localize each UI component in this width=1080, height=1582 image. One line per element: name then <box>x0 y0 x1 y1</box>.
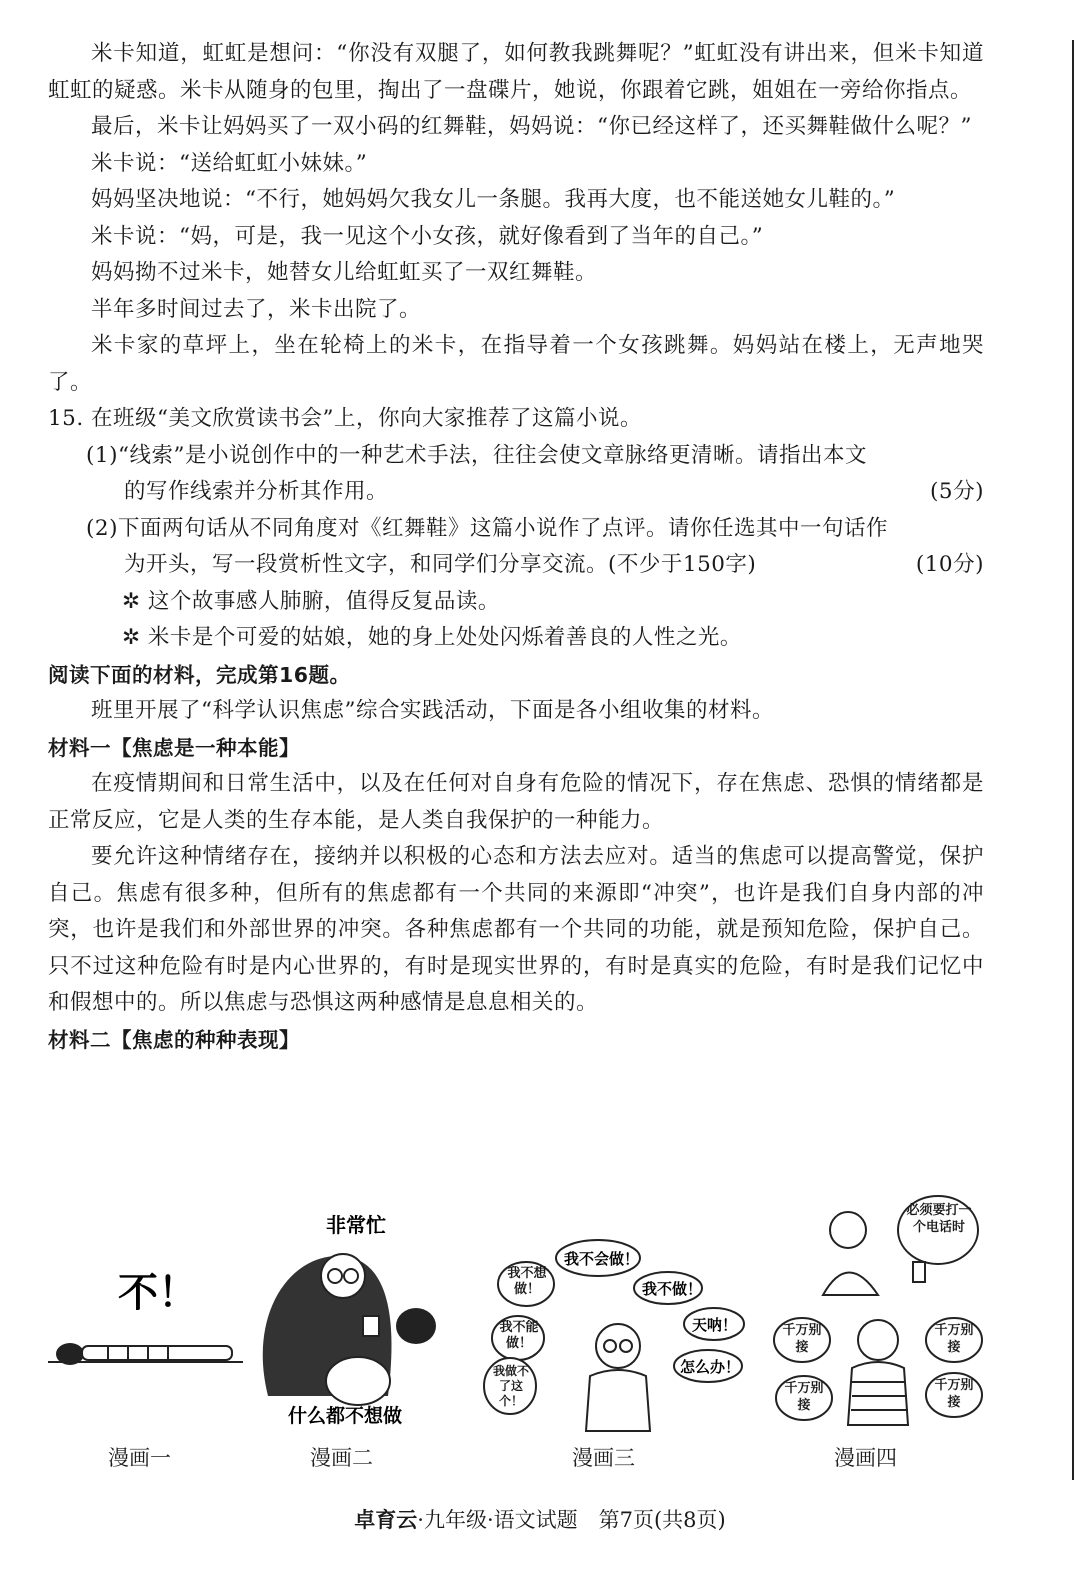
comic-3-bubble: 我不能做！ <box>499 1320 539 1351</box>
comic-3-bubble: 我不做！ <box>642 1280 703 1298</box>
question-15-stem: 15. 在班级“美文欣赏读书会”上，你向大家推荐了这篇小说。 <box>48 406 643 431</box>
comic-1-caption: 漫画一 <box>108 1446 171 1470</box>
sub2-score: (10分) <box>915 552 984 577</box>
sub2-line1: (2)下面两句话从不同角度对《红舞鞋》这篇小说作了点评。请你任选其中一句话作 <box>86 515 888 541</box>
text-content <box>48 36 984 1058</box>
comic-3-bubble: 我不想做！ <box>507 1266 547 1297</box>
sub1-score: (5分) <box>930 479 984 504</box>
option-2: ✲ 米卡是个可爱的姑娘，她的身上处处闪烁着善良的人性之光。 <box>122 625 742 650</box>
comic-4-caption: 漫画四 <box>834 1446 897 1470</box>
question-15-sub1 <box>48 438 984 511</box>
story-paragraph: 半年多时间过去了，米卡出院了。 <box>91 296 422 322</box>
story-paragraph: 米卡说：“妈，可是，我一见这个小女孩，就好像看到了当年的自己。” <box>91 223 764 249</box>
story-paragraph: 妈妈拗不过米卡，她替女儿给虹虹买了一双红舞鞋。 <box>91 260 598 285</box>
story-paragraph: 米卡知道，虹虹是想问：“你没有双腿了，如何教我跳舞呢？”虹虹没有讲出来，但米卡知道虹虹的疑惑。米卡从随身的包里，掏出了一盘碟片，她说，你跟着它跳，姐姐在一旁给你指点。 <box>48 41 984 103</box>
comic-3-bubble: 怎么办！ <box>680 1358 741 1376</box>
comics-strip <box>48 1196 988 1446</box>
footer-info: ·九年级·语文试题 第7页(共8页) <box>417 1508 726 1532</box>
sub2-line2: 为开头，写一段赏析性文字，和同学们分享交流。(不少于150字) <box>124 552 757 577</box>
material-1-title: 材料一【焦虑是一种本能】 <box>48 735 300 760</box>
comic-4-bubble: 千万别接 <box>784 1381 824 1413</box>
story-paragraph: 米卡说：“送给虹虹小妹妹。” <box>91 150 368 176</box>
comic-3-bubble: 我做不了这个！ <box>492 1364 529 1408</box>
comic-2-bottom-text: 什么都不想做 <box>288 1405 403 1427</box>
comic-3-caption: 漫画三 <box>572 1446 635 1470</box>
comic-2-caption: 漫画二 <box>310 1446 373 1470</box>
page-edge-line <box>1072 40 1074 1480</box>
question-16-instruction: 阅读下面的材料，完成第16题。 <box>48 662 351 687</box>
comic-2-illustration <box>248 1196 448 1436</box>
comic-3-bubble: 我不会做！ <box>564 1250 640 1268</box>
sub1-line2: 的写作线索并分析其作用。 <box>124 479 389 504</box>
material-1-paragraph: 在疫情期间和日常生活中，以及在任何对自身有危险的情况下，存在焦虑、恐惧的情绪都是正常反应，它是人类的生存本能，是人类自我保护的一种能力。 <box>48 771 984 833</box>
comic-4-illustration <box>768 1190 988 1430</box>
footer-brand: 卓育云 <box>354 1508 418 1532</box>
question-16-intro: 班里开展了“科学认识焦虑”综合实践活动，下面是各小组收集的材料。 <box>91 698 774 723</box>
question-15-sub2 <box>48 511 984 584</box>
comic-1-text: 不！ <box>118 1270 198 1316</box>
story-paragraph: 妈妈坚决地说：“不行，她妈妈欠我女儿一条腿。我再大度，也不能送她女儿鞋的。” <box>91 187 896 212</box>
comic-4-bubble: 千万别接 <box>934 1323 974 1355</box>
comic-4-top-bubble: 必须要打一个电话时 <box>906 1203 972 1235</box>
comic-3-bubble: 天呐！ <box>692 1316 738 1334</box>
comic-4-bubble: 千万别接 <box>782 1323 822 1355</box>
sub1-line1: (1)“线索”是小说创作中的一种艺术手法，往往会使文章脉络更清晰。请指出本文 <box>86 442 867 468</box>
story-paragraph: 最后，米卡让妈妈买了一双小码的红舞鞋，妈妈说：“你已经这样了，还买舞鞋做什么呢？” <box>91 114 972 139</box>
material-1-paragraph: 要允许这种情绪存在，接纳并以积极的心态和方法去应对。适当的焦虑可以提高警觉，保护自己。焦虑有很多种，但所有的焦虑都有一个共同的来源即“冲突”，也许是我们自身内部的冲突，也许是我们和外部世界的冲突。各种焦虑都有一个共同的功能，就是预知危险，保护自己。只不过这种危险有时是内心世界的，有时是现实世界的，有时是真实的危险，有时是我们记忆中和假想中的。所以焦虑与恐惧这两种感情是息息相关的。 <box>48 844 984 1015</box>
comic-4-bubble: 千万别接 <box>934 1378 974 1410</box>
comic-2-top-text: 非常忙 <box>326 1213 386 1237</box>
option-1: ✲ 这个故事感人肺腑，值得反复品读。 <box>122 588 500 614</box>
story-paragraph: 米卡家的草坪上，坐在轮椅上的米卡，在指导着一个女孩跳舞。妈妈站在楼上，无声地哭了。 <box>48 333 984 395</box>
material-2-title: 材料二【焦虑的种种表现】 <box>48 1027 300 1052</box>
comic-3-illustration <box>468 1236 758 1436</box>
comic-1-illustration <box>48 1236 248 1386</box>
page-footer <box>0 1504 1080 1534</box>
